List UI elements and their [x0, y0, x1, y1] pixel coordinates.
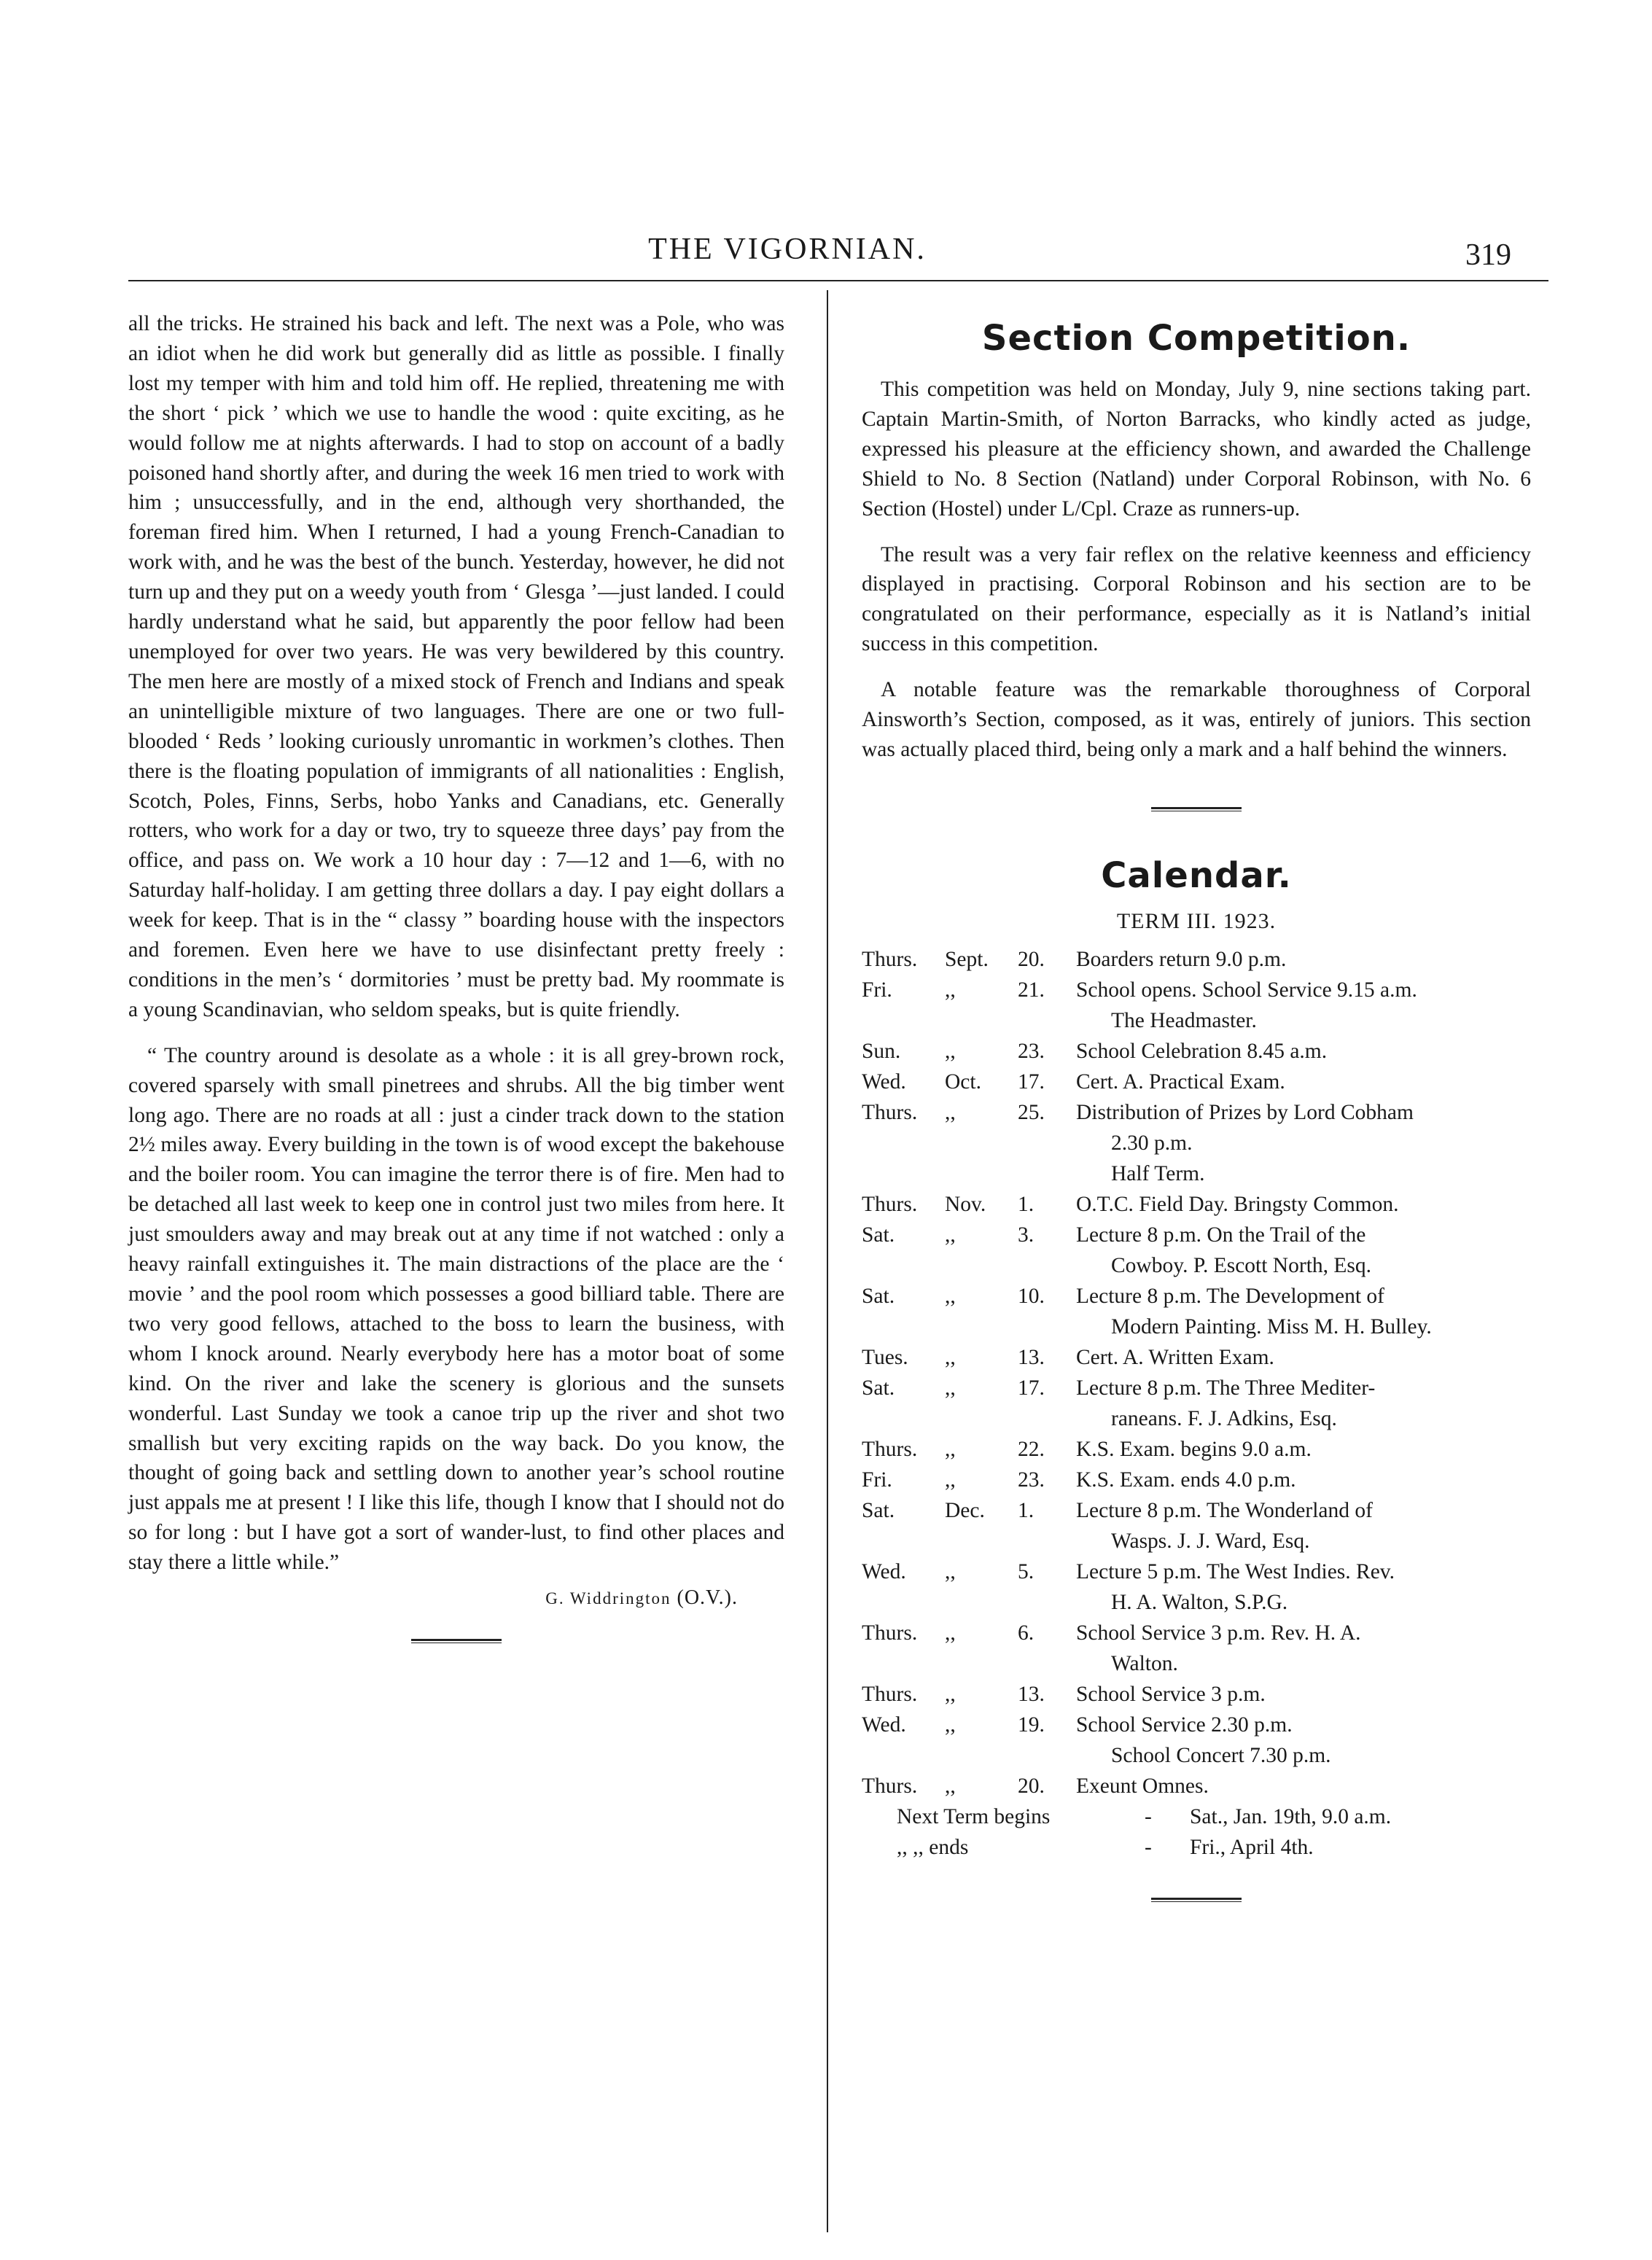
calendar-event-text: Lecture 8 p.m. On the Trail of the [1076, 1223, 1366, 1247]
calendar-date: 21. [1018, 978, 1045, 1002]
calendar-event [1070, 1281, 1531, 1342]
calendar-row [862, 975, 1531, 1036]
calendar-date [1018, 1158, 1070, 1189]
calendar-date: 20. [1018, 947, 1045, 971]
calendar-row [862, 1465, 1531, 1495]
calendar-event [1070, 1556, 1531, 1618]
calendar-month: ,, [945, 1223, 956, 1247]
next-term-date: Fri., April 4th. [1190, 1835, 1314, 1859]
calendar-date: 17. [1018, 1376, 1045, 1400]
calendar-event-text: O.T.C. Field Day. Bringsty Common. [1076, 1192, 1399, 1216]
right-column [862, 296, 1531, 1902]
next-term-label: ,, ,, ends [897, 1835, 969, 1859]
calendar-event-text: School Service 2.30 p.m. [1076, 1712, 1293, 1737]
calendar-day: Thurs. [862, 1100, 918, 1124]
signature-suffix: (O.V.). [677, 1586, 738, 1610]
signature-name: G. Widdrington [545, 1589, 671, 1608]
calendar-day: Thurs. [862, 1437, 918, 1461]
calendar-day: Sun. [862, 1039, 901, 1063]
calendar-row [862, 1342, 1531, 1373]
calendar-day: Fri. [862, 1468, 892, 1492]
calendar-event [1070, 944, 1531, 975]
calendar-event-continuation: The Headmaster. [1111, 1008, 1257, 1032]
calendar-event [1070, 1097, 1531, 1158]
calendar-day: Tues. [862, 1345, 908, 1369]
calendar-event-continuation: Cowboy. P. Escott North, Esq. [1111, 1253, 1372, 1277]
calendar-day: Wed. [862, 1559, 906, 1583]
calendar-event-text: School opens. School Service 9.15 a.m. [1076, 978, 1417, 1002]
calendar-day: Thurs. [862, 947, 918, 971]
calendar-day: Wed. [862, 1712, 906, 1737]
calendar-row [862, 944, 1531, 975]
calendar-row [862, 1158, 1531, 1189]
calendar-month: Oct. [945, 1069, 981, 1094]
competition-paragraph: The result was a very fair reflex on the relative keenness and efficiency displayed in practising. Corporal Robinson and his section are to be congratulated on their performance, especially as it is Natland’s initial success in this competition. [862, 542, 1531, 656]
calendar-event [1070, 1342, 1531, 1373]
calendar-month: ,, [945, 1100, 956, 1124]
calendar-date: 25. [1018, 1100, 1045, 1124]
calendar-row [862, 1189, 1531, 1220]
calendar-event [1070, 1067, 1531, 1097]
calendar-date: 1. [1018, 1498, 1035, 1522]
calendar-row [862, 1710, 1531, 1771]
calendar-event-text: Cert. A. Written Exam. [1076, 1345, 1274, 1369]
calendar-day: Thurs. [862, 1774, 918, 1798]
calendar-month: ,, [945, 1712, 956, 1737]
calendar-month: ,, [945, 1468, 956, 1492]
calendar-day: Fri. [862, 978, 892, 1002]
competition-paragraph: A notable feature was the remarkable thoroughness of Corporal Ainsworth’s Section, composed, as it was, entirely of juniors. This section was actually placed third, being only a mark and a half behind the winners. [862, 678, 1531, 761]
calendar-month: ,, [945, 1559, 956, 1583]
calendar-row [862, 1220, 1531, 1281]
calendar-event [1070, 1465, 1531, 1495]
next-term-line [862, 1832, 1531, 1863]
calendar-month: ,, [945, 1284, 956, 1308]
next-term-dash: - [1145, 1804, 1152, 1828]
calendar-event-continuation: Half Term. [1111, 1161, 1205, 1185]
section-ornament [1151, 807, 1242, 811]
calendar-row [862, 1618, 1531, 1679]
calendar-event-text: K.S. Exam. ends 4.0 p.m. [1076, 1468, 1296, 1492]
calendar-date: 1. [1018, 1192, 1035, 1216]
calendar-event-text: Lecture 5 p.m. The West Indies. Rev. [1076, 1559, 1395, 1583]
calendar-row [862, 1281, 1531, 1342]
calendar-event-continuation: Wasps. J. J. Ward, Esq. [1111, 1529, 1310, 1553]
next-term-date: Sat., Jan. 19th, 9.0 a.m. [1190, 1804, 1392, 1828]
term-line: TERM III. 1923. [1116, 908, 1277, 933]
section-ornament [411, 1639, 502, 1643]
calendar-day: Sat. [862, 1376, 895, 1400]
calendar-month: Dec. [945, 1498, 985, 1522]
page-header-title: THE VIGORNIAN. [648, 233, 927, 266]
calendar-day: Wed. [862, 1069, 906, 1094]
calendar-month: Nov. [945, 1192, 986, 1216]
calendar-event-text: School Celebration 8.45 a.m. [1076, 1039, 1328, 1063]
competition-paragraph: This competition was held on Monday, July 9, nine sections taking part. Captain Martin-Smith, of Norton Barracks, who kindly acted as judge, expressed his pleasure at the efficiency shown, and awarded the Challenge Shield to No. 8 Section (Natland) under Corporal Robinson, with No. 6 Section (Hostel) under L/Cpl. Craze as runners-up. [862, 378, 1531, 521]
calendar-day: Sat. [862, 1284, 895, 1308]
calendar-row [862, 1097, 1531, 1158]
calendar-date: 13. [1018, 1345, 1045, 1369]
calendar-event [1070, 975, 1531, 1036]
calendar-event [1070, 1710, 1531, 1771]
calendar-row [862, 1373, 1531, 1434]
section-competition-heading: Section Competition. [981, 318, 1411, 359]
next-term-block [862, 1801, 1531, 1863]
next-term-label: Next Term begins [897, 1804, 1051, 1828]
column-divider [827, 290, 828, 2232]
calendar-month: ,, [945, 1682, 956, 1706]
calendar-row [862, 1495, 1531, 1556]
calendar-day: Sat. [862, 1223, 895, 1247]
calendar-event-text: K.S. Exam. begins 9.0 a.m. [1076, 1437, 1312, 1461]
calendar-event [1070, 1220, 1531, 1281]
calendar-row [862, 1067, 1531, 1097]
calendar-event-continuation: School Concert 7.30 p.m. [1111, 1743, 1331, 1767]
calendar-event [1070, 1158, 1531, 1189]
calendar-month: ,, [945, 978, 956, 1002]
left-column [128, 309, 784, 1643]
calendar-month: Sept. [945, 947, 989, 971]
calendar-event [1070, 1618, 1531, 1679]
calendar-event-continuation: 2.30 p.m. [1111, 1131, 1193, 1155]
calendar-row [862, 1771, 1531, 1801]
calendar-event-continuation: H. A. Walton, S.P.G. [1111, 1590, 1288, 1614]
calendar-event-text: School Service 3 p.m. Rev. H. A. [1076, 1621, 1361, 1645]
calendar-event [1070, 1036, 1531, 1067]
calendar-day: Thurs. [862, 1682, 918, 1706]
letter-paragraph: all the tricks. He strained his back and left. The next was a Pole, who was an idiot when he did work but generally did as little as possible. I finally lost my temper with him and told him off. He replied, threatening me with the short ‘ pick ’ which we use to handle the wood : quite exciting, as he would follow me at nights afterwards. I had to stop on account of a badly poisoned hand shortly after, and during the week 16 men tried to work with him ; unsuccessfully, and in the end, although very shorthanded, the foreman fired him. When I returned, I had a young French-Canadian to work with, and he was the best of the bunch. Yesterday, however, he did not turn up and they put on a weedy youth from ‘ Glesga ’—just landed. I could hardly understand what he said, but apparently the poor fellow had been unemployed for over two years. He was very bewildered by this country. The men here are mostly of a mixed stock of French and Indians and speak an unintelligible mixture of two languages. There are one or two full-blooded ‘ Reds ’ looking curiously unromantic in workmen’s clothes. Then there is the floating population of immigrants of all nationalities : English, Scotch, Poles, Finns, Serbs, hobo Yanks and Canadians, etc. Generally rotters, who work for a day or two, try to squeeze three days’ pay from the office, and pass on. We work a 10 hour day : 7—12 and 1—6, with no Saturday half-holiday. I am getting three dollars a day. I pay eight dollars a week for keep. That is in the “ classy ” boarding house with the inspectors and foremen. Even here we have to use disinfectant pretty freely : conditions in the men’s ‘ dormitories ’ must be pretty bad. My roommate is a young Scandinavian, who seldom speaks, but is quite friendly. [128, 312, 784, 1021]
calendar-date: 19. [1018, 1712, 1045, 1737]
calendar-date: 3. [1018, 1223, 1035, 1247]
calendar-date: 6. [1018, 1621, 1035, 1645]
calendar-date: 22. [1018, 1437, 1045, 1461]
calendar-event [1070, 1189, 1531, 1220]
calendar-event [1070, 1495, 1531, 1556]
header-rule [128, 280, 1548, 281]
calendar-event-text: Lecture 8 p.m. The Three Mediter- [1076, 1376, 1376, 1400]
calendar-event-continuation: Modern Painting. Miss M. H. Bulley. [1111, 1314, 1432, 1339]
calendar-event [1070, 1373, 1531, 1434]
calendar-month [942, 1158, 1018, 1189]
signature [128, 1586, 784, 1610]
calendar-row [862, 1036, 1531, 1067]
letter-paragraph: “ The country around is desolate as a whole : it is all grey-brown rock, covered sparsely with small pinetrees and shrubs. All the big timber went long ago. There are no roads at all : just a cinder track down to the station 2½ miles away. Every building in the town is of wood except the bakehouse and the boiler room. You can imagine the terror there is of fire. Men had to be detached all last week to keep one in control just two miles from here. It just smoulders away and may break out at any time if not watched : only a heavy rainfall extinguishes it. The main distractions of the place are the ‘ movie ’ and the pool room which possesses a good billiard table. There are two very good fellows, attached to the boss to learn the business, with whom I knock around. Nearly everybody here has a motor boat of some kind. On the river and lake the scenery is glorious and the sunsets wonderful. Last Sunday we took a canoe trip up the river and shot two smallish but very exciting rapids on the way back. Do you know, the thought of going back and settling down to another year’s school routine just appals me at present ! I like this life, though I know that I should not do so for long : but I have got a sort of wander-lust, to find other places and stay there a little while.” [128, 1043, 784, 1575]
calendar-date: 17. [1018, 1069, 1045, 1094]
calendar-table [862, 944, 1531, 1801]
calendar-day: Thurs. [862, 1621, 918, 1645]
calendar-event-continuation: raneans. F. J. Adkins, Esq. [1111, 1406, 1337, 1430]
calendar-heading: Calendar. [1101, 854, 1292, 896]
calendar-event-continuation: Walton. [1111, 1651, 1178, 1675]
calendar-event-text: Lecture 8 p.m. The Development of [1076, 1284, 1384, 1308]
calendar-event-text: School Service 3 p.m. [1076, 1682, 1266, 1706]
calendar-row [862, 1679, 1531, 1710]
calendar-date: 13. [1018, 1682, 1045, 1706]
section-ornament [1151, 1898, 1242, 1902]
page-number: 319 [1465, 238, 1511, 272]
calendar-day: Thurs. [862, 1192, 918, 1216]
calendar-month: ,, [945, 1376, 956, 1400]
calendar-day: Sat. [862, 1498, 895, 1522]
calendar-month: ,, [945, 1621, 956, 1645]
calendar-date: 23. [1018, 1468, 1045, 1492]
calendar-date: 5. [1018, 1559, 1035, 1583]
calendar-event-text: Distribution of Prizes by Lord Cobham [1076, 1100, 1414, 1124]
calendar-event [1070, 1434, 1531, 1465]
calendar-day [862, 1158, 942, 1189]
next-term-line [862, 1801, 1531, 1832]
calendar-month: ,, [945, 1345, 956, 1369]
calendar-event-text: Exeunt Omnes. [1076, 1774, 1209, 1798]
calendar-month: ,, [945, 1774, 956, 1798]
calendar-month: ,, [945, 1039, 956, 1063]
calendar-event-text: Boarders return 9.0 p.m. [1076, 947, 1287, 971]
next-term-dash: - [1145, 1835, 1152, 1859]
calendar-event [1070, 1679, 1531, 1710]
calendar-event [1070, 1771, 1531, 1801]
calendar-date: 10. [1018, 1284, 1045, 1308]
calendar-date: 20. [1018, 1774, 1045, 1798]
calendar-row [862, 1434, 1531, 1465]
calendar-row [862, 1556, 1531, 1618]
calendar-event-text: Lecture 8 p.m. The Wonderland of [1076, 1498, 1373, 1522]
calendar-date: 23. [1018, 1039, 1045, 1063]
calendar-event-text: Cert. A. Practical Exam. [1076, 1069, 1285, 1094]
calendar-month: ,, [945, 1437, 956, 1461]
